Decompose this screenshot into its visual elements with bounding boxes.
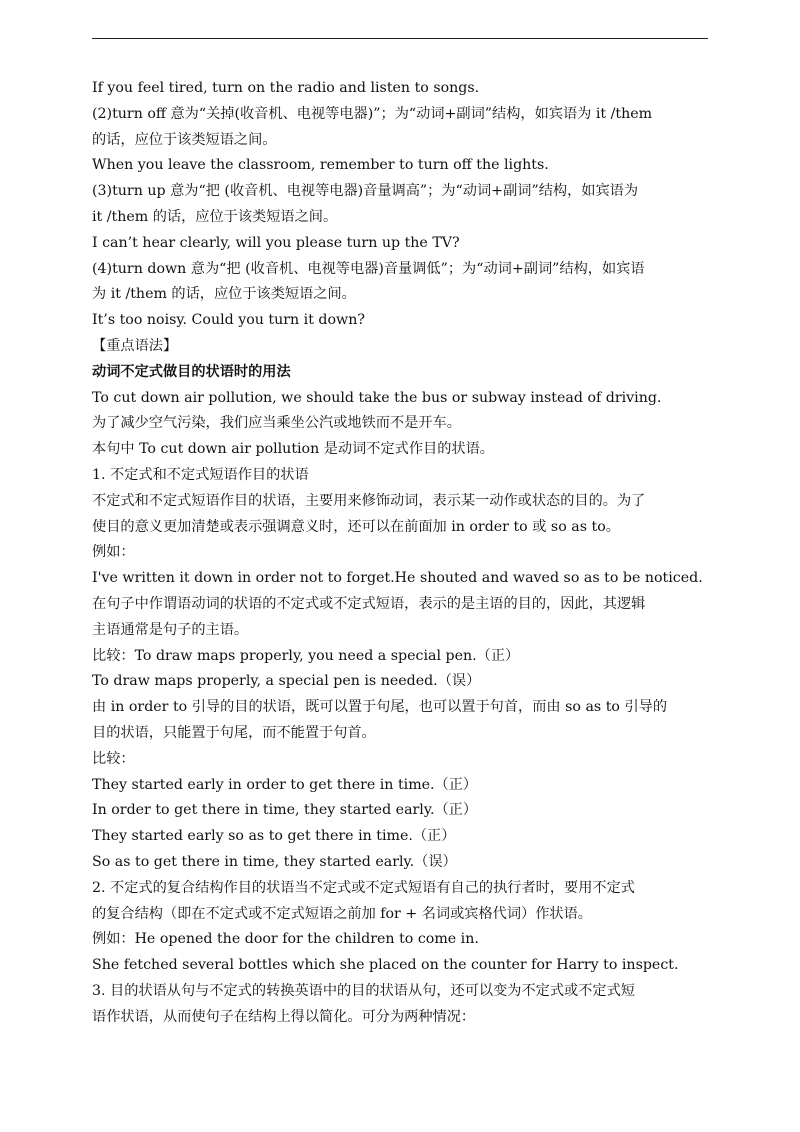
explanation: 的复合结构（即在不定式或不定式短语之前加 for + 名词或宾格代词）作状语。 (92, 905, 592, 922)
example-sentence: If you feel tired, turn on the radio and listen to songs. (92, 80, 480, 96)
document-body (92, 76, 714, 1030)
subsection-heading: 3. 目的状语从句与不定式的转换英语中的目的状语从句，还可以变为不定式或不定式短 (92, 982, 635, 999)
comparison-example: 比较：To draw maps properly, you need a special pen.（正） (92, 647, 520, 664)
comparison-example: They started early so as to get there in time.（正） (92, 828, 456, 845)
phrase-explanation: it /them 的话，应位于该类短语之间。 (92, 208, 338, 225)
example-label: 例如： (92, 544, 135, 561)
explanation: 主语通常是句子的主语。 (92, 621, 249, 638)
comparison-example: In order to get there in time, they started early.（正） (92, 802, 478, 819)
grammar-title: 动词不定式做目的状语时的用法 (92, 363, 291, 380)
phrase-explanation: 的话，应位于该类短语之间。 (92, 131, 277, 148)
phrase-explanation: (4)turn down 意为“把 (收音机、电视等电器)音量调低”；为“动词+副词”结构，如宾语 (92, 260, 645, 277)
section-heading: 【重点语法】 (92, 337, 178, 354)
example-sentence: It’s too noisy. Could you turn it down? (92, 312, 365, 329)
header-rule (92, 38, 708, 39)
example-sentence: When you leave the classroom, remember to turn off the lights. (92, 157, 549, 174)
example-sentence: I can’t hear clearly, will you please turn up the TV? (92, 234, 460, 251)
example-sentence: She fetched several bottles which she placed on the counter for Harry to inspect. (92, 957, 679, 974)
comparison-example: So as to get there in time, they started early.（误） (92, 853, 457, 870)
comparison-example: They started early in order to get there in time.（正） (92, 776, 478, 793)
phrase-explanation: (3)turn up 意为“把 (收音机、电视等电器)音量调高”；为“动词+副词”结构，如宾语为 (92, 183, 639, 200)
example-sentence: 例如：He opened the door for the children to come in. (92, 931, 479, 948)
comparison-example: To draw maps properly, a special pen is needed.（误） (92, 673, 481, 690)
translation: 为了减少空气污染，我们应当乘坐公汽或地铁而不是开车。 (92, 415, 461, 432)
subsection-heading: 2. 不定式的复合结构作目的状语当不定式或不定式短语有自己的执行者时，要用不定式 (92, 879, 635, 896)
phrase-explanation: 为 it /them 的话，应位于该类短语之间。 (92, 286, 356, 303)
example-sentence: I've written it down in order not to forget.He shouted and waved so as to be noticed. (92, 570, 703, 587)
explanation: 本句中 To cut down air pollution 是动词不定式作目的状语。 (92, 441, 494, 458)
comparison-label: 比较： (92, 750, 135, 767)
explanation: 目的状语，只能置于句尾，而不能置于句首。 (92, 724, 376, 741)
explanation: 在句子中作谓语动词的状语的不定式或不定式短语，表示的是主语的目的，因此，其逻辑 (92, 595, 646, 612)
example-sentence: To cut down air pollution, we should take the bus or subway instead of driving. (92, 389, 662, 406)
explanation: 由 in order to 引导的目的状语，既可以置于句尾，也可以置于句首，而由 so as to 引导的 (92, 699, 668, 716)
explanation: 语作状语，从而使句子在结构上得以简化。可分为两种情况： (92, 1008, 476, 1025)
explanation: 不定式和不定式短语作目的状语，主要用来修饰动词，表示某一动作或状态的目的。为了 (92, 492, 646, 509)
subsection-heading: 1. 不定式和不定式短语作目的状语 (92, 466, 309, 483)
phrase-explanation: (2)turn off 意为“关掉(收音机、电视等电器)”；为“动词+副词”结构，如宾语为 it /them (92, 105, 653, 122)
explanation: 使目的意义更加清楚或表示强调意义时，还可以在前面加 in order to 或 so as to。 (92, 518, 620, 535)
